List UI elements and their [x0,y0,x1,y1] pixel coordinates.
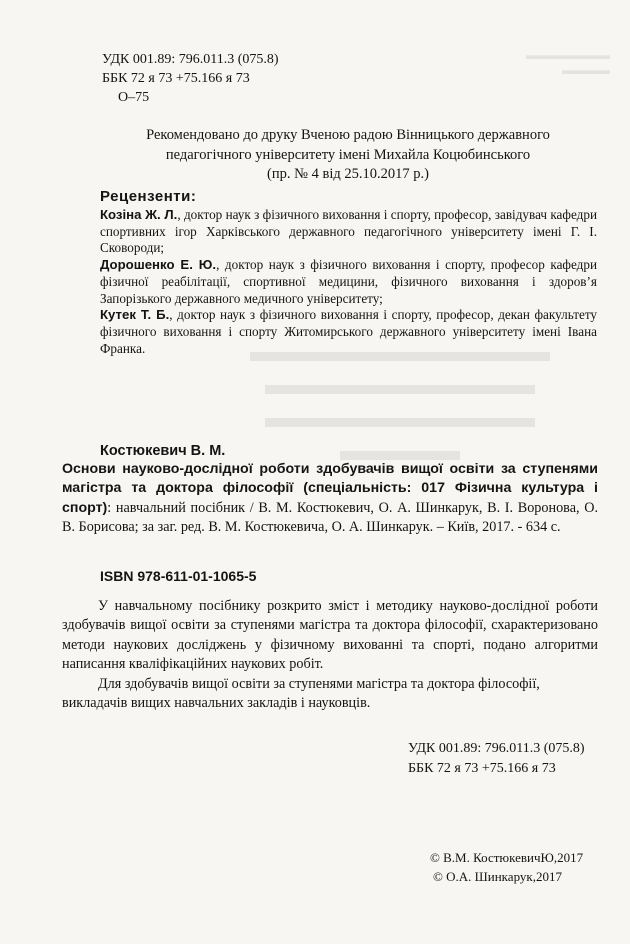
bleed-through-text: ▬▬▬▬▬▬▬▬▬▬ ▬▬▬▬▬▬▬▬▬ ▬▬▬▬▬▬▬▬▬ ▬▬▬▬ [250,335,550,467]
reviewer-name: Кутек Т. Б. [100,307,170,323]
annotation [62,597,598,714]
bleed-through-top: ▬▬▬▬▬▬▬ ▬▬▬▬ [526,48,610,77]
author-heading: Костюкевич В. М. [100,443,226,459]
udk-code: УДК 001.89: 796.011.3 (075.8) [408,741,585,756]
reviewer-description: , доктор наук з фізичного виховання і спорту, професор, завідувач кафедри спортивних ігор Харківського державного педагогічного університету імені Г. І. Сковороди; [100,207,597,256]
bbk-code: ББК 72 я 73 +75.166 я 73 [102,71,250,86]
bbk-code: ББК 72 я 73 +75.166 я 73 [408,761,556,776]
annotation-paragraph: Для здобувачів вищої освіти за ступенями магістра та доктора філософії, викладачів вищих навчальних закладів і науковців. [62,676,540,712]
reviewer-name: Дорошенко Е. Ю. [100,257,217,273]
bibliographic-description [62,460,598,537]
copyright-line: © О.А. Шинкарук,2017 [433,869,562,884]
book-title: Основи науково-дослідної роботи здобувачів вищої освіти за ступенями магістра та доктора філософії (спеціальність: 017 Фізична культура і спорт) [62,461,598,516]
reviewer-name: Козіна Ж. Л. [100,207,178,222]
reviewers-list [100,207,597,357]
reviewer-entry [100,257,597,307]
classification-codes-bottom [408,739,585,779]
copyright-block [430,848,583,886]
isbn: ISBN 978-611-01-1065-5 [100,568,257,584]
udk-code: УДК 001.89: 796.011.3 (075.8) [102,52,279,67]
recommendation-line: педагогічного університету імені Михайла Коцюбинського [165,146,531,163]
reviewer-description: , доктор наук з фізичного виховання і спорту, професор кафедри фізичної реабілітації, спортивної медицини, фізичного виховання і здоров’я Запорізького державного медичного університету; [100,257,598,306]
recommendation-line: Рекомендовано до друку Вченою радою Вінницького державного [146,127,550,143]
author-mark: О–75 [118,90,150,105]
reviewers-heading: Рецензенти: [100,188,197,205]
recommendation-note [100,126,596,185]
recommendation-line: (пр. № 4 від 25.10.2017 р.) [267,166,429,182]
reviewer-entry [100,207,597,257]
bibliographic-details: : навчальний посібник / В. М. Костюкевич, О. А. Шинкарук, В. І. Воронова, О. В. Борисова; за заг. ред. В. М. Костюкевича, О. А. Шинкарук. – Київ, 2017. - 634 с. [62,499,598,535]
classification-codes-top [102,50,279,107]
reviewer-entry [100,307,597,357]
annotation-paragraph: У навчальному посібнику розкрито зміст і методику науково-дослідної роботи здобувачів вищої освіти за ступенями магістра та доктора філософії, схарактеризовано методи наукових досліджень у фізичному вихованні та спорті, подано алгоритми написання кваліфікаційних наукових робіт. [62,598,598,672]
reviewer-description: , доктор наук з фізичного виховання і спорту, професор, декан факультету фізичного виховання і спорту Житомирського державного університету імені Івана Франка. [100,307,598,356]
copyright-line: © В.М. КостюкевичЮ,2017 [430,850,584,865]
